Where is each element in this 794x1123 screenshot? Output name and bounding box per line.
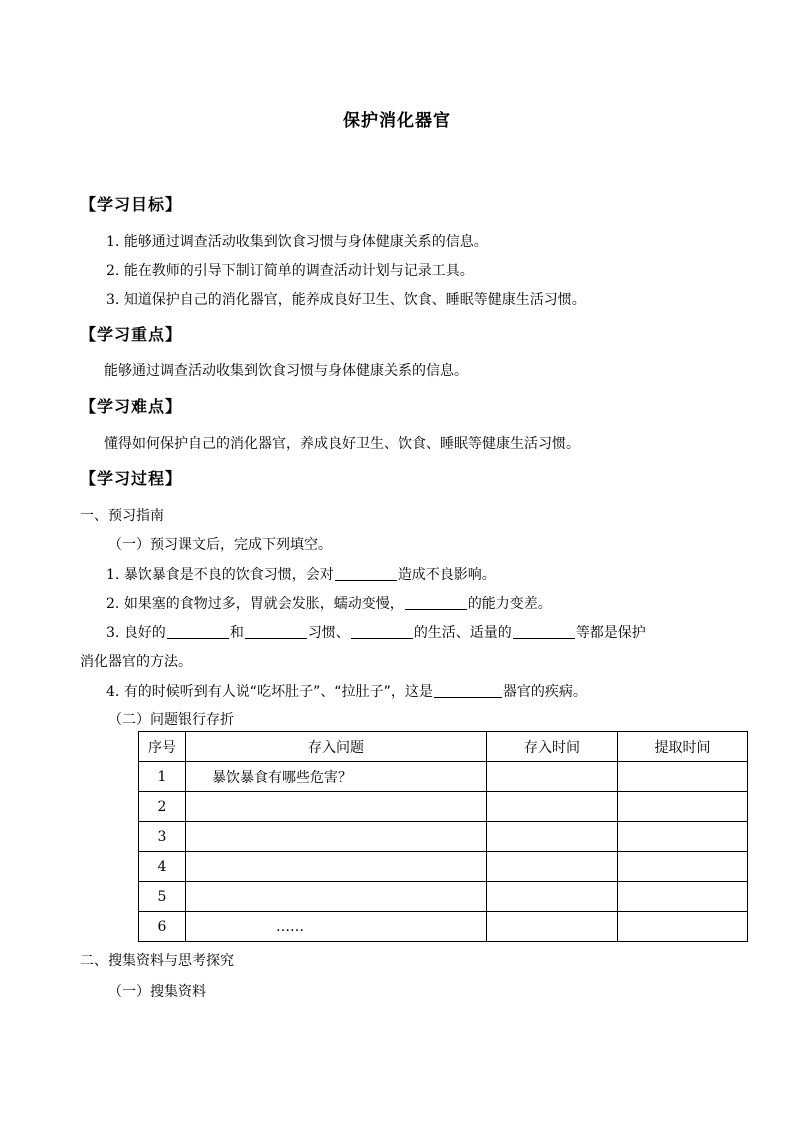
goal-text: 能在教师的引导下制订简单的调查活动计划与记录工具。 — [123, 263, 474, 279]
question-text: 习惯、 — [307, 625, 350, 641]
part2-heading: 二、搜集资料与思考探究 — [80, 953, 234, 969]
row-withdraw-time[interactable] — [618, 792, 748, 822]
row-number: 4 — [139, 852, 186, 882]
answer-blank[interactable] — [335, 566, 397, 581]
question-text: 有的时候听到有人说“吃坏肚子”、“拉肚子”，这是 — [123, 684, 433, 700]
row-deposit-time[interactable] — [487, 762, 618, 792]
key-points-heading: 【学习重点】 — [80, 325, 183, 344]
question-text: 的能力变差。 — [467, 596, 552, 612]
answer-blank[interactable] — [513, 624, 575, 639]
fill-question-2 — [106, 594, 552, 614]
row-number: 5 — [139, 882, 186, 912]
goal-item-3 — [106, 290, 586, 310]
fill-question-3-continued: 消化器官的方法。 — [80, 654, 192, 670]
row-question[interactable] — [186, 852, 487, 882]
part1-sub2: （二）问题银行存折 — [108, 712, 234, 728]
goal-item-2 — [106, 261, 474, 281]
fill-question-3 — [106, 623, 646, 643]
row-withdraw-time[interactable] — [618, 852, 748, 882]
goal-text: 能够通过调查活动收集到饮食习惯与身体健康关系的信息。 — [123, 234, 488, 250]
row-question[interactable] — [186, 822, 487, 852]
row-deposit-time[interactable] — [487, 882, 618, 912]
answer-blank[interactable] — [434, 683, 502, 698]
question-number: 2. — [106, 596, 120, 612]
goals-heading: 【学习目标】 — [80, 195, 183, 214]
question-text: 暴饮暴食是不良的饮食习惯，会对 — [123, 567, 334, 583]
answer-blank[interactable] — [351, 624, 413, 639]
table-header-row — [139, 732, 748, 762]
row-number: 1 — [139, 762, 186, 792]
question-text: 器官的疾病。 — [502, 684, 587, 700]
table-row — [139, 882, 748, 912]
row-withdraw-time[interactable] — [618, 762, 748, 792]
goal-number: 2. — [106, 263, 120, 279]
table-row — [139, 852, 748, 882]
row-deposit-time[interactable] — [487, 792, 618, 822]
row-deposit-time[interactable] — [487, 822, 618, 852]
question-bank-table — [138, 731, 748, 942]
question-text: 和 — [229, 625, 244, 641]
fill-question-1 — [106, 565, 496, 585]
answer-blank[interactable] — [245, 624, 307, 639]
row-deposit-time[interactable] — [487, 912, 618, 942]
question-number: 4. — [106, 684, 120, 700]
goal-number: 3. — [106, 292, 120, 308]
table-row — [139, 762, 748, 792]
row-question[interactable] — [186, 882, 487, 912]
key-points-text: 能够通过调查活动收集到饮食习惯与身体健康关系的信息。 — [104, 363, 468, 379]
row-withdraw-time[interactable] — [618, 822, 748, 852]
part1-sub1: （一）预习课文后，完成下列填空。 — [108, 537, 332, 553]
answer-blank[interactable] — [405, 595, 467, 610]
page-title: 保护消化器官 — [343, 111, 451, 131]
part1-heading: 一、预习指南 — [80, 508, 164, 524]
goal-number: 1. — [106, 234, 120, 250]
question-text: 如果塞的食物过多，胃就会发胀，蠕动变慢， — [123, 596, 404, 612]
difficult-points-heading: 【学习难点】 — [80, 397, 183, 416]
question-text: 造成不良影响。 — [397, 567, 496, 583]
table-row — [139, 912, 748, 942]
row-question[interactable] — [186, 792, 487, 822]
header-cell-deposit-time: 存入时间 — [487, 732, 618, 762]
row-number: 6 — [139, 912, 186, 942]
row-number: 3 — [139, 822, 186, 852]
row-withdraw-time[interactable] — [618, 912, 748, 942]
question-text: 等都是保护 — [575, 625, 646, 641]
question-number: 3. — [106, 625, 120, 641]
table-row — [139, 792, 748, 822]
header-cell-withdraw-time: 提取时间 — [618, 732, 748, 762]
question-text: 的生活、适量的 — [413, 625, 512, 641]
difficult-points-text: 懂得如何保护自己的消化器官，养成良好卫生、饮食、睡眠等健康生活习惯。 — [104, 436, 580, 452]
question-text: 良好的 — [123, 625, 166, 641]
table-row — [139, 822, 748, 852]
goal-text: 知道保护自己的消化器官，能养成良好卫生、饮食、睡眠等健康生活习惯。 — [123, 292, 586, 308]
answer-blank[interactable] — [167, 624, 229, 639]
question-number: 1. — [106, 567, 120, 583]
row-question[interactable]: 暴饮暴食有哪些危害？ — [186, 762, 487, 792]
row-number: 2 — [139, 792, 186, 822]
header-cell-question: 存入问题 — [186, 732, 487, 762]
header-cell-number: 序号 — [139, 732, 186, 762]
fill-question-4 — [106, 682, 587, 702]
row-withdraw-time[interactable] — [618, 882, 748, 912]
part2-sub1: （一）搜集资料 — [108, 984, 206, 1000]
process-heading: 【学习过程】 — [80, 469, 183, 488]
goal-item-1 — [106, 232, 488, 252]
row-deposit-time[interactable] — [487, 852, 618, 882]
row-question[interactable]: …… — [186, 912, 487, 942]
